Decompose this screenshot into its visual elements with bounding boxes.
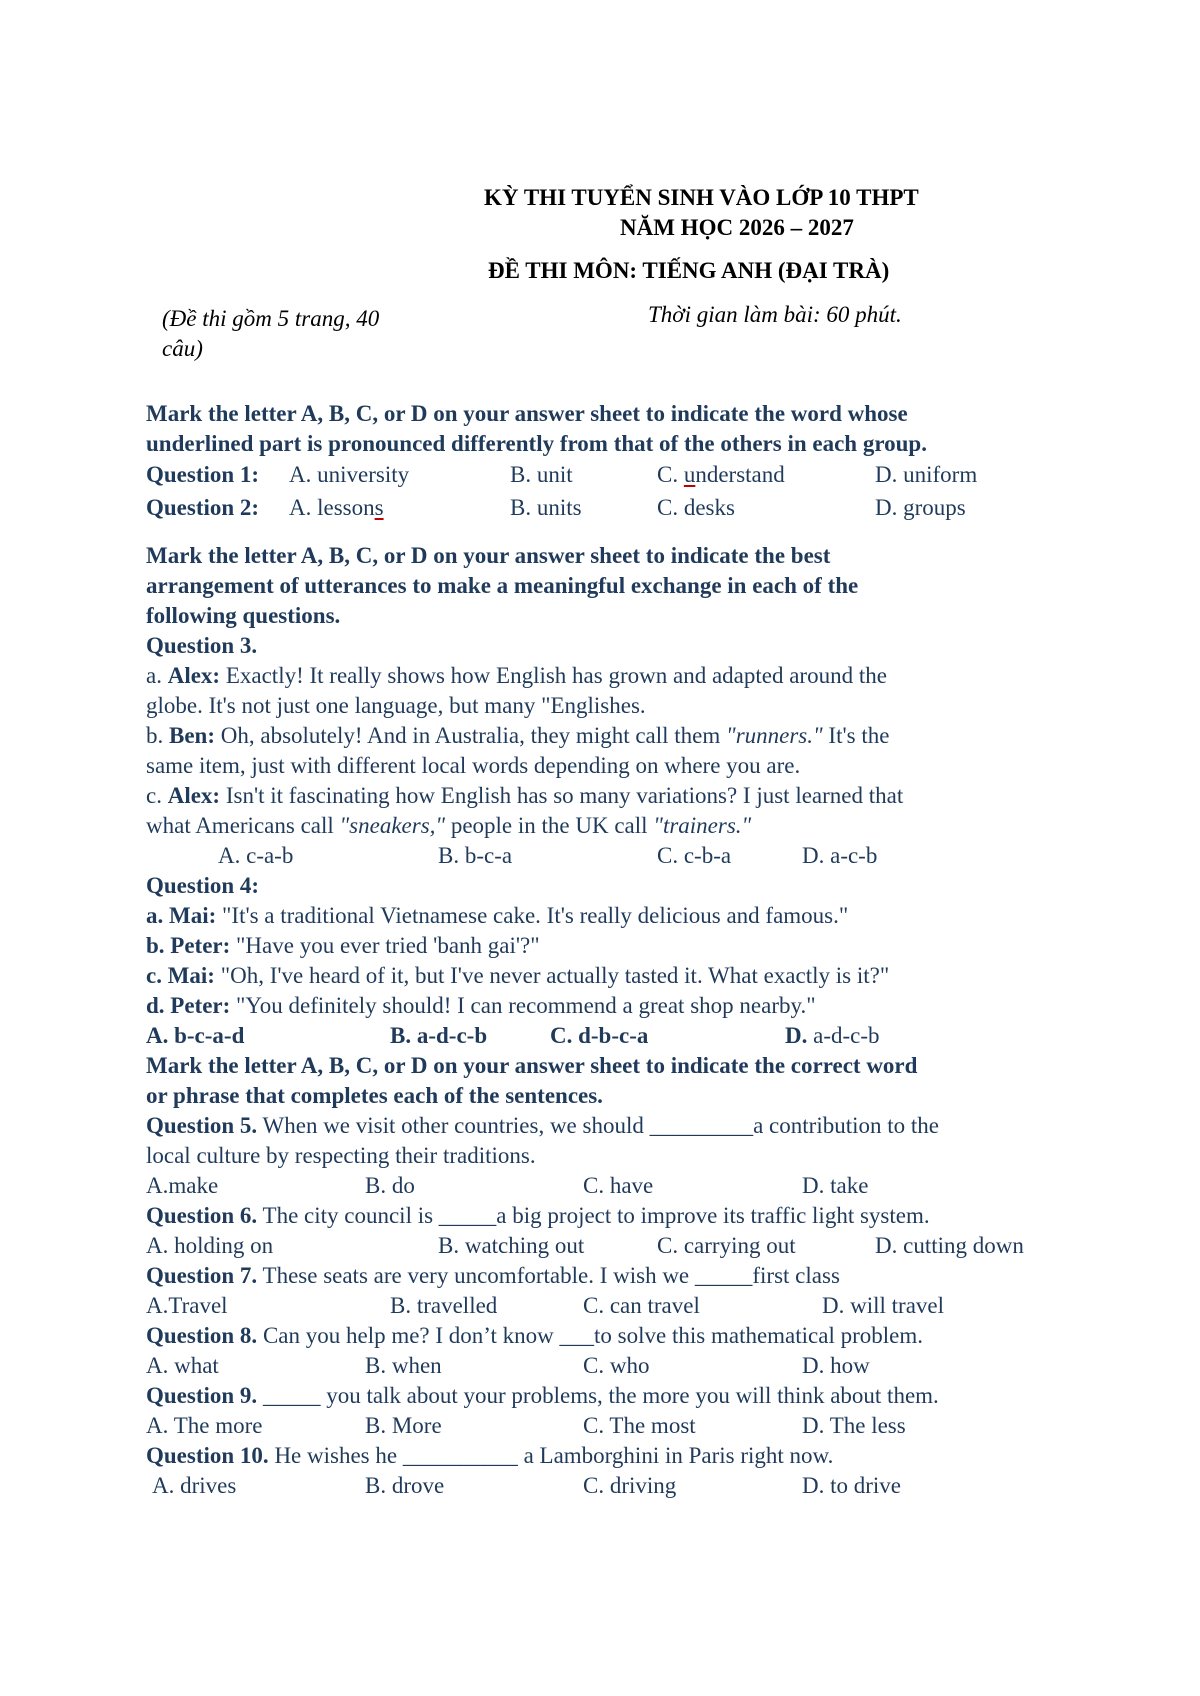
question-2-option-d: D. groups <box>875 495 966 520</box>
question-1-option-b: B. unit <box>510 462 573 487</box>
question-10-option-b: B. drove <box>365 1473 445 1498</box>
question-10-label: Question 10. <box>146 1443 269 1468</box>
question-1-label: Question 1: <box>146 462 260 487</box>
question-10-line <box>146 1442 833 1470</box>
question-5-label: Question 5. <box>146 1113 258 1138</box>
speaker-name: Ben: <box>169 723 215 748</box>
question-9-option-a: A. The more <box>146 1413 263 1438</box>
question-10-option-c: C. driving <box>583 1473 677 1498</box>
quoted-word: "runners." <box>726 723 823 748</box>
question-4-line-b <box>146 932 540 960</box>
question-4-label: Question 4: <box>146 873 260 898</box>
question-8-option-b: B. when <box>365 1353 442 1378</box>
utterance-text: what Americans call <box>146 813 340 838</box>
question-6-label: Question 6. <box>146 1203 258 1228</box>
question-4-option-a: A. b-c-a-d <box>146 1023 245 1048</box>
question-2-option-c: C. desks <box>657 495 735 520</box>
option-a-prefix: A. lesson <box>289 495 375 520</box>
question-9-option-d: D. The less <box>802 1413 906 1438</box>
question-3-label: Question 3. <box>146 633 258 658</box>
option-c-prefix: C. <box>657 462 684 487</box>
question-1-option-a: A. university <box>289 462 410 487</box>
question-1-option-d: D. uniform <box>875 462 978 487</box>
exam-subject: ĐỀ THI MÔN: TIẾNG ANH (ĐẠI TRÀ) <box>488 258 890 283</box>
question-3-line-a-1 <box>146 662 887 690</box>
question-7-label: Question 7. <box>146 1263 258 1288</box>
utterance-text: people in the UK call <box>445 813 654 838</box>
question-5-option-d: D. take <box>802 1173 869 1198</box>
question-8-option-d: D. how <box>802 1353 870 1378</box>
question-8-text: Can you help me? I don’t know ___to solve this mathematical problem. <box>257 1323 923 1348</box>
question-3-option-d: D. a-c-b <box>802 843 878 868</box>
question-4-option-b: B. a-d-c-b <box>390 1023 488 1048</box>
question-7-option-c: C. can travel <box>583 1293 700 1318</box>
question-10-option-a: A. drives <box>152 1473 237 1498</box>
underlined-letter: s <box>374 495 384 520</box>
utterance-text: "Oh, I've heard of it, but I've never actually tasted it. What exactly is it?" <box>214 963 890 988</box>
question-2-option-b: B. units <box>510 495 582 520</box>
quoted-word: "sneakers," <box>339 813 446 838</box>
option-key: D. <box>785 1023 808 1048</box>
question-3-option-a: A. c-a-b <box>218 843 294 868</box>
question-4-option-d <box>785 1022 880 1050</box>
question-5-text: When we visit other countries, we should _________a contribution to the <box>257 1113 939 1138</box>
underlined-letter: u <box>683 462 696 487</box>
question-7-option-b: B. travelled <box>390 1293 498 1318</box>
question-8-label: Question 8. <box>146 1323 258 1348</box>
speaker-name: c. Mai: <box>146 963 215 988</box>
question-9-text: _____ you talk about your problems, the more you will think about them. <box>257 1383 939 1408</box>
question-10-option-d: D. to drive <box>802 1473 902 1498</box>
section-1-instruction-line-1: Mark the letter A, B, C, or D on your answer sheet to indicate the word whose <box>146 401 908 426</box>
question-8-option-c: C. who <box>583 1353 650 1378</box>
pages-note-line-1: (Đề thi gồm 5 trang, 40 <box>162 306 380 331</box>
question-6-option-d: D. cutting down <box>875 1233 1024 1258</box>
school-year: NĂM HỌC 2026 – 2027 <box>620 215 854 240</box>
question-3-line-c-2 <box>146 812 751 840</box>
question-5-option-c: C. have <box>583 1173 654 1198</box>
question-3-line-b-2: same item, just with different local words depending on where you are. <box>146 753 801 778</box>
section-2-instruction-line-3: following questions. <box>146 603 341 628</box>
section-3-instruction-line-1: Mark the letter A, B, C, or D on your answer sheet to indicate the correct word <box>146 1053 918 1078</box>
section-2-instruction-line-1: Mark the letter A, B, C, or D on your answer sheet to indicate the best <box>146 543 831 568</box>
question-4-line-c <box>146 962 889 990</box>
question-5-option-a: A.make <box>146 1173 219 1198</box>
question-7-text: These seats are very uncomfortable. I wish we _____first class <box>257 1263 840 1288</box>
question-10-text: He wishes he __________ a Lamborghini in Paris right now. <box>268 1443 834 1468</box>
question-5-line-2: local culture by respecting their traditions. <box>146 1143 536 1168</box>
utterance-key: c. <box>146 783 168 808</box>
speaker-name: a. Mai: <box>146 903 217 928</box>
option-text: a-d-c-b <box>807 1023 880 1048</box>
question-7-line <box>146 1262 840 1290</box>
question-2-option-a <box>289 494 384 522</box>
pages-note-line-2: câu) <box>162 336 203 361</box>
section-3-instruction-line-2: or phrase that completes each of the sentences. <box>146 1083 603 1108</box>
speaker-name: Alex: <box>167 783 221 808</box>
question-6-text: The city council is _____a big project to improve its traffic light system. <box>257 1203 930 1228</box>
question-9-option-c: C. The most <box>583 1413 696 1438</box>
section-2-instruction-line-2: arrangement of utterances to make a meaningful exchange in each of the <box>146 573 859 598</box>
question-9-line <box>146 1382 939 1410</box>
section-1-instruction-line-2: underlined part is pronounced differently from that of the others in each group. <box>146 431 927 456</box>
question-7-option-a: A.Travel <box>146 1293 228 1318</box>
question-4-option-c: C. d-b-c-a <box>550 1023 649 1048</box>
question-8-option-a: A. what <box>146 1353 219 1378</box>
question-6-option-b: B. watching out <box>438 1233 585 1258</box>
utterance-text: Oh, absolutely! And in Australia, they might call them <box>215 723 727 748</box>
question-4-line-a <box>146 902 848 930</box>
question-2-label: Question 2: <box>146 495 260 520</box>
utterance-text: It's the <box>822 723 890 748</box>
question-3-line-a-2: globe. It's not just one language, but many "Englishes. <box>146 693 646 718</box>
question-3-line-b-1 <box>146 722 889 750</box>
question-4-line-d <box>146 992 816 1020</box>
question-5-line-1 <box>146 1112 939 1140</box>
speaker-name: Alex: <box>167 663 221 688</box>
question-9-option-b: B. More <box>365 1413 442 1438</box>
question-6-line <box>146 1202 930 1230</box>
question-1-option-c <box>657 461 785 489</box>
utterance-key: b. <box>146 723 169 748</box>
utterance-text: "Have you ever tried 'banh gai'?" <box>230 933 540 958</box>
question-3-option-c: C. c-b-a <box>657 843 732 868</box>
time-note: Thời gian làm bài: 60 phút. <box>648 302 902 327</box>
question-7-option-d: D. will travel <box>822 1293 944 1318</box>
question-6-option-c: C. carrying out <box>657 1233 796 1258</box>
speaker-name: d. Peter: <box>146 993 231 1018</box>
utterance-text: Isn't it fascinating how English has so many variations? I just learned that <box>220 783 904 808</box>
option-c-rest: nderstand <box>695 462 785 487</box>
question-3-line-c-1 <box>146 782 903 810</box>
speaker-name: b. Peter: <box>146 933 231 958</box>
question-8-line <box>146 1322 923 1350</box>
utterance-text: "It's a traditional Vietnamese cake. It's really delicious and famous." <box>216 903 849 928</box>
utterance-text: "You definitely should! I can recommend a great shop nearby." <box>230 993 816 1018</box>
question-6-option-a: A. holding on <box>146 1233 274 1258</box>
quoted-word: "trainers." <box>653 813 752 838</box>
question-5-option-b: B. do <box>365 1173 415 1198</box>
exam-title: KỲ THI TUYỂN SINH VÀO LỚP 10 THPT <box>484 185 919 210</box>
utterance-text: Exactly! It really shows how English has grown and adapted around the <box>220 663 887 688</box>
utterance-key: a. <box>146 663 168 688</box>
question-9-label: Question 9. <box>146 1383 258 1408</box>
question-3-option-b: B. b-c-a <box>438 843 513 868</box>
